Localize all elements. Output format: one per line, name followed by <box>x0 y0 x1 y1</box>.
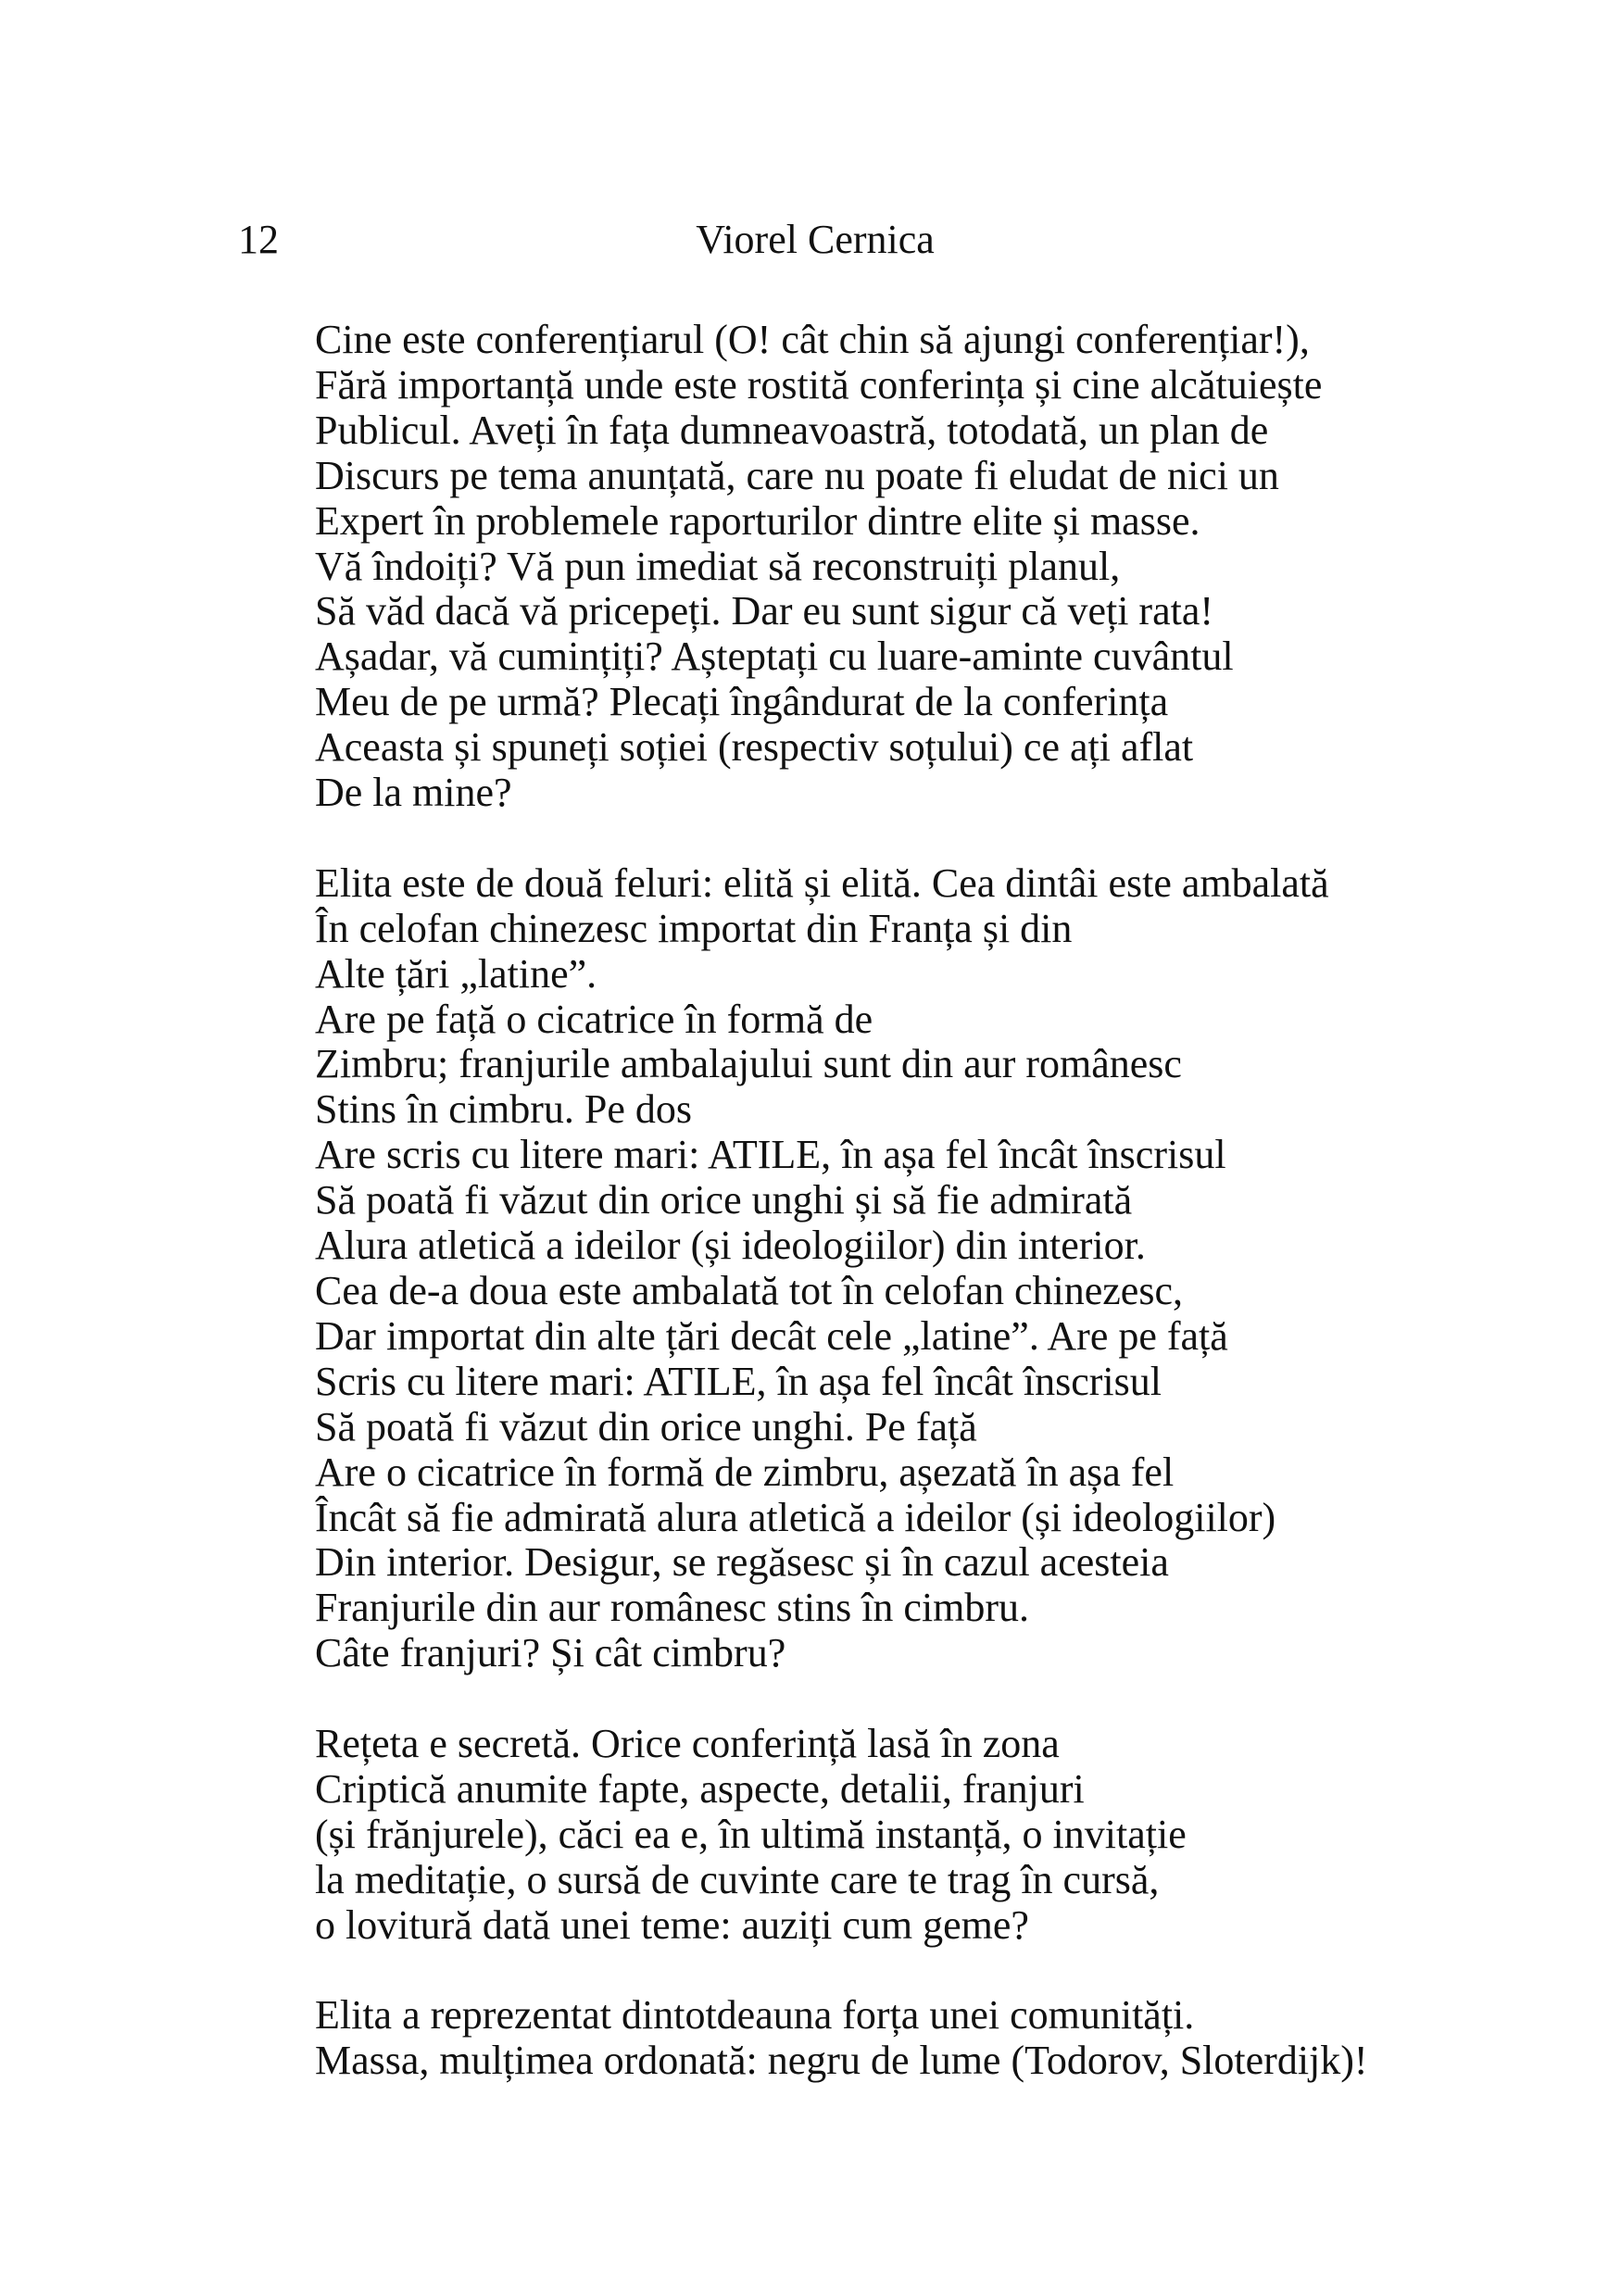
verse-line: Alte țări „latine”. <box>315 950 597 997</box>
verse-line: Așadar, vă cumințiți? Așteptați cu luare-aminte cuvântul <box>315 634 1234 680</box>
verse-line: Scris cu litere mari: ATILE, în așa fel încât înscrisul <box>315 1358 1162 1404</box>
verse-line: Publicul. Aveți în fața dumneavoastră, totodată, un plan de <box>315 407 1269 453</box>
stanza <box>315 861 1368 1676</box>
running-head-author: Viorel Cernica <box>696 217 935 262</box>
verse-line: Cine este conferențiarul (O! cât chin să ajungi conferențiar!), <box>315 317 1310 362</box>
verse-line: Elita a reprezentat dintotdeauna forța unei comunități. <box>315 1992 1195 2039</box>
verse-line: Massa, mulțimea ordonată: negru de lume (Todorov, Sloterdijk)! <box>315 2038 1368 2084</box>
verse-line: Să poată fi văzut din orice unghi. Pe față <box>315 1403 977 1449</box>
verse-line: la meditație, o sursă de cuvinte care te trag în cursă, <box>315 1856 1160 1902</box>
verse-line: Alura atletică a ideilor (și ideologiilor) din interior. <box>315 1223 1146 1269</box>
verse-line: Elita este de două feluri: elită și elită. Cea dintâi este ambalată <box>315 859 1329 906</box>
verse-line: Are scris cu litere mari: ATILE, în așa fel încât înscrisul <box>315 1132 1226 1178</box>
verse-line: Să văd dacă vă pricepeți. Dar eu sunt sigur că veți rata! <box>315 588 1214 634</box>
verse-line: Zimbru; franjurile ambalajului sunt din aur românesc <box>315 1041 1182 1087</box>
verse-line: Discurs pe tema anunțată, care nu poate fi eludat de nici un <box>315 452 1279 498</box>
verse-line: Cea de-a doua este ambalată tot în celofan chinezesc, <box>315 1268 1183 1314</box>
stanza <box>315 1722 1368 1949</box>
verse-line: Expert în problemele raporturilor dintre elite și masse. <box>315 497 1200 544</box>
page-number: 12 <box>238 217 279 262</box>
verse-line: Vă îndoiți? Vă pun imediat să reconstruiți planul, <box>315 543 1121 589</box>
verse-line: Meu de pe urmă? Plecați îngândurat de la conferința <box>315 679 1169 725</box>
verse-line: (și frănjurele), căci ea e, în ultimă instanță, o invitație <box>315 1811 1187 1857</box>
stanza <box>315 1993 1368 2084</box>
verse-line: De la mine? <box>315 770 512 816</box>
verse-line: Are pe față o cicatrice în formă de <box>315 996 873 1042</box>
poem-body <box>315 318 1368 2129</box>
verse-line: Dar importat din alte țări decât cele „latine”. Are pe față <box>315 1312 1228 1359</box>
verse-line: Criptică anumite fapte, aspecte, detalii, franjuri <box>315 1765 1085 1812</box>
verse-line: Are o cicatrice în formă de zimbru, așezată în așa fel <box>315 1449 1175 1495</box>
verse-line: o lovitură dată unei teme: auziți cum geme? <box>315 1901 1029 1948</box>
verse-line: Să poată fi văzut din orice unghi și să fie admirată <box>315 1177 1133 1223</box>
verse-line: Stins în cimbru. Pe dos <box>315 1086 693 1133</box>
verse-line: Franjurile din aur românesc stins în cimbru. <box>315 1585 1030 1631</box>
verse-line: Rețeta e secretă. Orice conferință lasă în zona <box>315 1721 1060 1767</box>
verse-line: Aceasta și spuneți soției (respectiv soțului) ce ați aflat <box>315 724 1194 771</box>
verse-line: În celofan chinezesc importat din Franța și din <box>315 905 1073 951</box>
stanza <box>315 318 1368 816</box>
verse-line: Din interior. Desigur, se regăsesc și în cazul acesteia <box>315 1539 1169 1586</box>
verse-line: Fără importanță unde este rostită conferința și cine alcătuiește <box>315 361 1323 408</box>
verse-line: Câte franjuri? Și cât cimbru? <box>315 1630 786 1676</box>
verse-line: Încât să fie admirată alura atletică a ideilor (și ideologiilor) <box>315 1494 1276 1540</box>
